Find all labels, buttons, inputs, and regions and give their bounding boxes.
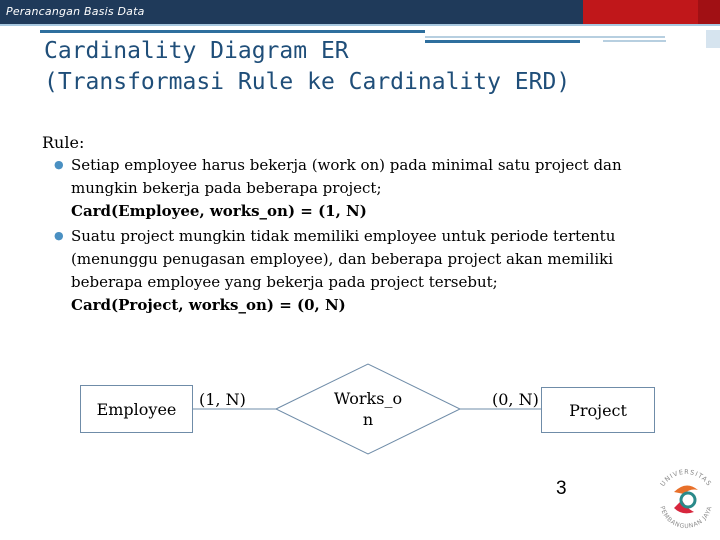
entity-employee: [80, 385, 193, 433]
rule-line: Setiap employee harus bekerja (work on) pada minimal satu project dan: [71, 156, 622, 174]
rule-line: beberapa employee yang bekerja pada project tersebut;: [71, 273, 498, 291]
rule-line: Suatu project mungkin tidak memiliki employee untuk periode tertentu: [71, 227, 616, 245]
university-logo: [652, 462, 720, 538]
bullet-icon: ●: [54, 158, 64, 171]
rule-line: (menunggu penugasan employee), dan beberapa project akan memiliki: [71, 250, 614, 268]
relationship-label-line: Works_o: [333, 389, 403, 408]
logo-text-top: UNIVERSITAS: [658, 467, 714, 488]
cardinality-statement: Card(Project, works_on) = (0, N): [71, 296, 346, 314]
logo-mark: [681, 493, 695, 507]
slide-title-line: (Transformasi Rule ke Cardinality ERD): [44, 69, 571, 95]
relationship-label-line: n: [362, 410, 374, 429]
bullet-icon: ●: [54, 229, 64, 242]
entity-label: Project: [569, 400, 627, 420]
cardinality-statement: Card(Employee, works_on) = (1, N): [71, 202, 367, 220]
logo-text-bottom: PEMBANGUNAN JAYA: [658, 505, 714, 531]
rule-line: mungkin bekerja pada beberapa project;: [71, 179, 382, 197]
entity-label: Employee: [96, 399, 177, 419]
relationship-label: [318, 388, 418, 430]
svg-text:UNIVERSITAS: [659, 468, 714, 488]
course-name: Perancangan Basis Data: [6, 5, 145, 18]
rule-label: Rule:: [42, 133, 85, 152]
cardinality-label-left: (1, N): [199, 390, 246, 409]
page-number: 3: [556, 478, 567, 499]
slide-title-line: Cardinality Diagram ER: [44, 38, 349, 64]
cardinality-label-right: (0, N): [492, 390, 539, 409]
entity-project: [541, 387, 655, 433]
